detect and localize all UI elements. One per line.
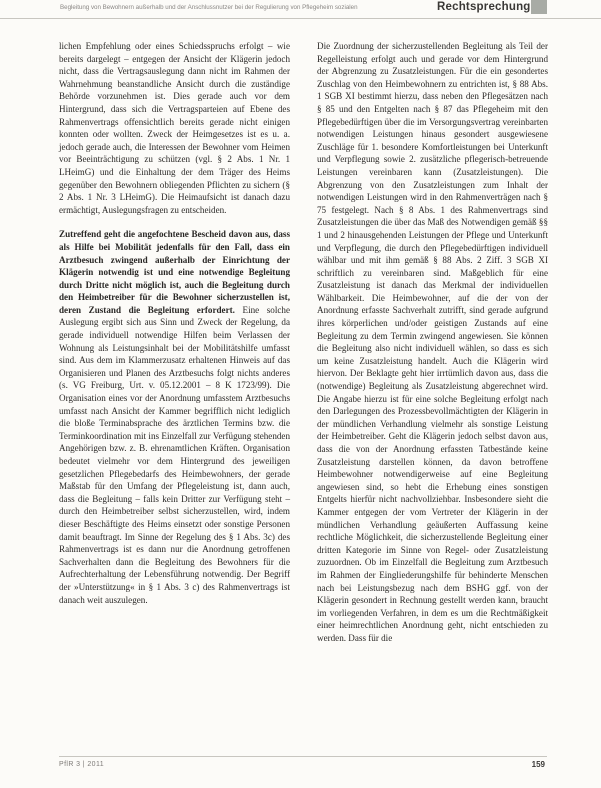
header-tab-marker	[531, 0, 547, 14]
paragraph	[59, 228, 290, 606]
page-header	[0, 0, 601, 19]
paragraph: lichen Empfehlung oder eines Schiedsspruchs erfolgt – wie bereits dargelegt – entgegen der Ansicht der Klägerin jedoch nicht, dass die Vertragsauslegung dann nicht im Rahmen der Wahrnehmung beanstandliche Ansicht durch die zuständige Behörde vorzunehmen ist. Dies gerade auch vor dem Hintergrund, dass sich die Vertragsparteien auf Ebene des Rahmenvertrags offensichtlich bereits gerade nicht einigen konnten oder wollten. Zweck der Heimgesetzes ist es u. a. jedoch gerade auch, die Interessen der Bewohner vom Heimen vor Beeinträchtigung zu schützen (vgl. § 2 Abs. 1 Nr. 1 LHeimG) und die Einhaltung der dem Träger des Heims gegenüber den Bewohnern obliegenden Pflichten zu sichern (§ 2 Abs. 1 Nr. 3 LHeimG). Die Heimaufsicht ist danach dazu ermächtigt, Auslegungsfragen zu entscheiden.	[59, 41, 290, 215]
bold-passage: Zutreffend geht die angefochtene Bescheid davon aus, dass als Hilfe bei Mobilität jedenfalls für den Fall, dass ein Arztbesuch zwingend außerhalb der Einrichtung der Klägerin notwendig ist und eine notwendige Begleitung durch Dritte nicht möglich ist, auch die Begleitung durch den Heimbetreiber für die Bewohner sicherzustellen ist, deren Zustand die Begleitung erfordert.	[59, 229, 290, 315]
journal-citation: PflR 3 | 2011	[59, 761, 105, 768]
section-title: Rechtsprechung	[437, 1, 531, 13]
page-number: 159	[531, 760, 545, 769]
paragraph: Die Zuordnung der sicherzustellenden Begleitung als Teil der Regelleistung erfolgt auch und gerade vor dem Hintergrund der Abgrenzung zu Zusatzleistungen. Für die ein gesondertes Zuschlag von den Heimbewohnern zu entrichten ist, § 88 Abs. 1 SGB XI bestimmt hierzu, dass neben den Pflegesätzen nach § 85 und den Entgelten nach § 87 das Pflegeheim mit den Pflegebedürftigen über die im Versorgungsvertrag vereinbarten notwendigen Leistungen hinaus gesondert ausgewiesene Zuschläge für 1. besondere Komfortleistungen bei Unterkunft und Verpflegung sowie 2. zusätzliche pflegerisch-betreuende Leistungen vereinbaren kann (Zusatzleistungen). Die Abgrenzung von den Zusatzleistungen zum Inhalt der notwendigen Leistungen wird in den Rahmenverträgen nach § 75 festgelegt. Nach § 8 Abs. 1 des Rahmenvertrags sind Zusatzleistungen die über das Maß des Notwendigen gemäß §§ 1 und 2 hinausgehenden Leistungen der Pflege und Unterkunft und Verpflegung, die durch den Pflegebedürftigen individuell wählbar und mit ihm gemäß § 88 Abs. 2 Ziff. 3 SGB XI schriftlich zu vereinbaren sind. Maßgeblich für eine Zusatzleistung ist danach das Merkmal der individuellen Wählbarkeit. Die Heimbewohner, auf die der von der Anordnung erfasste Sachverhalt zutrifft, sind gerade aufgrund ihres körperlichen und/oder geistigen Zustands auf eine Begleitung zu dem Termin zwingend angewiesen. Sie können die Begleitung also nicht individuell wählen, so dass es sich um keine Zusatzleistung handelt. Auch die Klägerin wird hiervon. Der Beklagte geht hier irrtümlich davon aus, dass die (notwendige) Begleitung als Zusatzleistung abgerechnet wird. Die Angabe hierzu ist für eine solche Begleitung erfolgt nach den Darlegungen des Prozessbevollmächtigten der Klägerin in der mündlichen Verhandlung vielmehr als sonstige Leistung der Heimbetreiber. Geht die Klägerin jedoch selbst davon aus, dass die von der Anordnung erfassten Tatbestände keine Zusatzleistung darstellen können, da davon betroffene Heimbewohner notwendigerweise auf eine Begleitung angewiesen sind, so hebt die Erhebung eines sonstigen Entgelts hierfür nicht nachvollziehbar. Insbesondere sieht die Kammer entgegen der vom Vertreter der Klägerin in der mündlichen Verhandlung geäußerten Auffassung keine rechtliche Möglichkeit, die sicherzustellende Begleitung einer dritten Kategorie im Sinne von Regel- oder Zusatzleistung zuzuordnen. Ob im Einzelfall die Begleitung zum Arztbesuch im Rahmen der Eingliederungshilfe für behinderte Menschen nach bei Leistungsbezug nach dem BSHG ggf. von der Klägerin gesondert in Rechnung gestellt werden kann, braucht im vorliegenden Verfahren, in dem es um die Rechtmäßigkeit einer heimrechtlichen Anordnung geht, nicht entschieden zu werden. Dass für die	[317, 41, 548, 643]
running-head: Begleitung von Bewohnern außerhalb und der Anschlussnutzer bei der Regulierung von Pflegeheim sozialen	[60, 4, 358, 11]
paragraph-text: Eine solche Auslegung ergibt sich aus Sinn und Zweck der Regelung, da gerade individuell notwendige Hilfen beim Verlassen der Wohnung als Leistungsinhalt bei der Mobilitätshilfe umfasst sind. Aus dem im Klammerzusatz erhaltenen Hinweis auf das Organisieren und Planen des Arztbesuchs folgt nichts anderes (s. VG Freiburg, Urt. v. 05.12.2001 – 8 K 1723/99). Die Organisation eines vor der Anordnung umfasstem Arztbesuchs umfasst nach Ansicht der Kammer begrifflich nicht lediglich die bloße Terminabsprache des ärztlichen Termins bzw. die Terminkoordination mit ins Einzelfall zur Verfügung stehenden Angehörigen bzw. z. B. ehrenamtlichen Kräften. Organisation bedeutet vielmehr vor dem Hintergrund des jeweiligen gesetzlichen Pflegebedarfs des Heimbewohners, der gerade Maßstab für den Umfang der Pflegeleistung ist, dann auch, dass die Begleitung – falls kein Dritter zur Verfügung steht – durch den Heimbetreiber selbst sicherzustellen, wird, indem dieser Beschäftigte des Heims einsetzt oder sonstige Personen damit beauftragt. Im Sinne der Regelung des § 1 Abs. 3c) des Rahmenvertrags ist es dann nur die Anordnung getroffenen Sachverhalten dann die Begleitung des Bewohners für die Aufrechterhaltung der Lebensführung notwendig. Der Begriff der »Unterstützung« in § 1 Abs. 3 c) des Rahmenvertrags ist danach weit auszulegen.	[59, 304, 290, 605]
left-column	[59, 40, 290, 606]
page-footer	[59, 756, 547, 777]
right-column	[317, 40, 548, 645]
